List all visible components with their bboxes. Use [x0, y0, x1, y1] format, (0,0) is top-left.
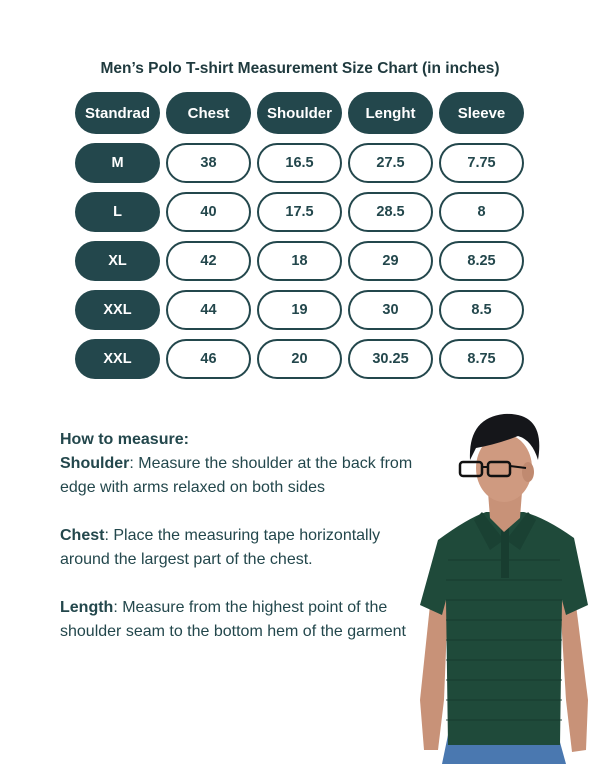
sleeve-value: 8.5 — [439, 290, 524, 330]
header-standard: Standrad — [75, 92, 160, 134]
chest-value: 38 — [166, 143, 251, 183]
shoulder-value: 19 — [257, 290, 342, 330]
shoulder-value: 18 — [257, 241, 342, 281]
size-label: XXL — [75, 290, 160, 330]
model-photo — [408, 400, 600, 764]
header-chest: Chest — [166, 92, 251, 134]
size-label: XL — [75, 241, 160, 281]
instruction-term: Chest — [60, 527, 105, 544]
chest-value: 40 — [166, 192, 251, 232]
header-shoulder: Shoulder — [257, 92, 342, 134]
instruction-term: Shoulder — [60, 455, 130, 472]
header-sleeve: Sleeve — [439, 92, 524, 134]
instructions-heading: How to measure: — [60, 431, 189, 448]
instruction-text: : Measure from the highest point of the shoulder seam to the bottom hem of the garment — [60, 599, 406, 640]
chest-value: 42 — [166, 241, 251, 281]
table-row — [75, 339, 526, 379]
chest-value: 46 — [166, 339, 251, 379]
shoulder-value: 16.5 — [257, 143, 342, 183]
table-row — [75, 192, 526, 232]
chest-value: 44 — [166, 290, 251, 330]
instruction-chest — [60, 524, 415, 572]
instruction-text: : Measure the shoulder at the back from edge with arms relaxed on both sides — [60, 455, 413, 496]
table-row — [75, 290, 526, 330]
chart-title: Men’s Polo T-shirt Measurement Size Chart (in inches) — [100, 60, 500, 77]
size-label: L — [75, 192, 160, 232]
header-length: Lenght — [348, 92, 433, 134]
length-value: 29 — [348, 241, 433, 281]
table-row — [75, 143, 526, 183]
length-value: 28.5 — [348, 192, 433, 232]
shoulder-value: 20 — [257, 339, 342, 379]
length-value: 30.25 — [348, 339, 433, 379]
shoulder-value: 17.5 — [257, 192, 342, 232]
instruction-text: : Place the measuring tape horizontally around the largest part of the chest. — [60, 527, 381, 568]
size-label: M — [75, 143, 160, 183]
sleeve-value: 8 — [439, 192, 524, 232]
size-label: XXL — [75, 339, 160, 379]
measurement-instructions — [60, 428, 415, 668]
instruction-term: Length — [60, 599, 114, 616]
header-row — [75, 92, 526, 134]
length-value: 30 — [348, 290, 433, 330]
size-chart-table — [75, 92, 526, 388]
length-value: 27.5 — [348, 143, 433, 183]
sleeve-value: 7.75 — [439, 143, 524, 183]
instruction-length — [60, 596, 415, 644]
instruction-shoulder — [60, 452, 415, 500]
sleeve-value: 8.25 — [439, 241, 524, 281]
sleeve-value: 8.75 — [439, 339, 524, 379]
table-row — [75, 241, 526, 281]
